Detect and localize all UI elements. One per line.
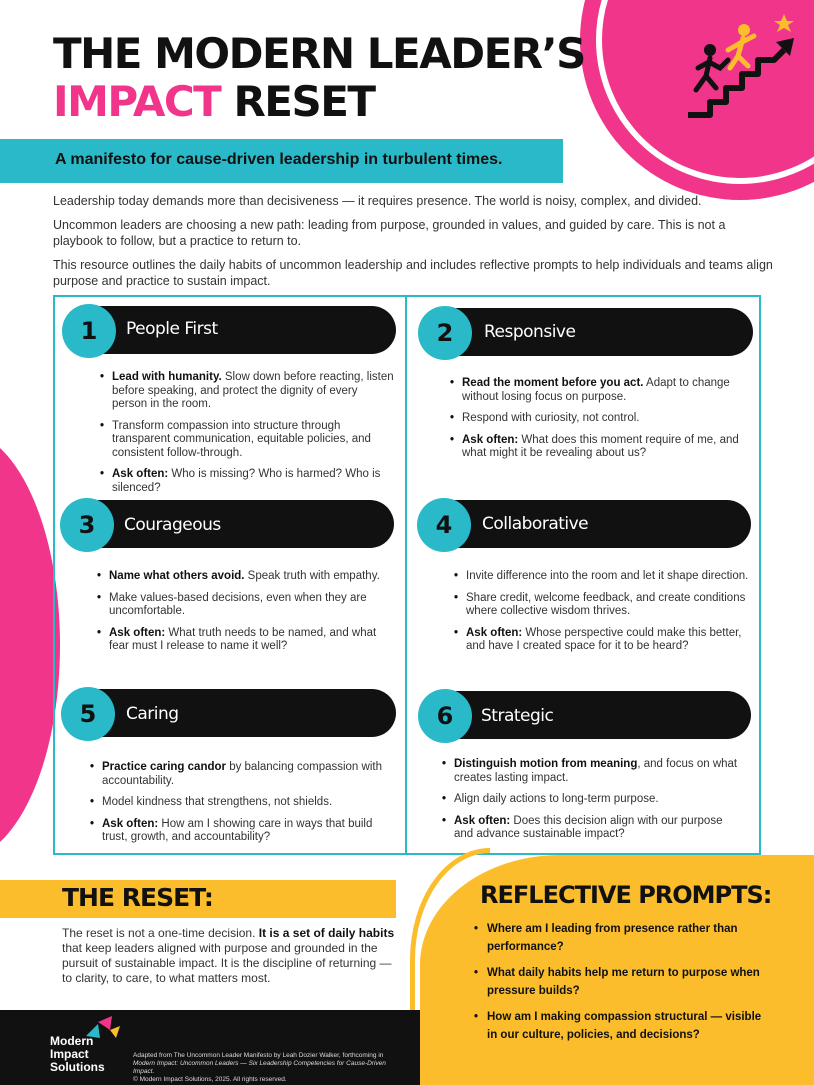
reset-title: THE RESET: bbox=[62, 883, 213, 912]
prompts-title: REFLECTIVE PROMPTS: bbox=[480, 881, 772, 909]
title-line-1: THE MODERN LEADER’S bbox=[53, 29, 585, 78]
list-item: • Ask often: What truth needs to be named, and what fear must I release to name it well? bbox=[97, 627, 392, 654]
intro-section bbox=[53, 193, 773, 297]
competency-label-5: Caring bbox=[126, 704, 179, 724]
competency-label-4: Collaborative bbox=[482, 514, 589, 534]
competency-number-6: 6 bbox=[418, 689, 472, 743]
list-item: • Align daily actions to long-term purpose. bbox=[442, 793, 742, 807]
prompt-item: • How am I making compassion structural — visible in our culture, policies, and decisions? bbox=[474, 1008, 764, 1044]
competency-number-5: 5 bbox=[61, 687, 115, 741]
list-item: • Ask often: Whose perspective could make this better, and have I created space for it to be heard? bbox=[454, 627, 749, 654]
competency-number-4: 4 bbox=[417, 498, 471, 552]
competency-label-3: Courageous bbox=[124, 515, 221, 535]
competency-list-4 bbox=[454, 570, 749, 662]
subtitle: A manifesto for cause-driven leadership in turbulent times. bbox=[55, 151, 503, 168]
list-item: • Share credit, welcome feedback, and create conditions where collective wisdom thrives. bbox=[454, 592, 749, 619]
intro-paragraph: Leadership today demands more than decisiveness — it requires presence. The world is noisy, complex, and divided. bbox=[53, 194, 702, 208]
intro-paragraph: Uncommon leaders are choosing a new path: leading from purpose, grounded in values, and guided by care. This is not a playbook to follow, but a practice to return to. bbox=[53, 218, 726, 248]
climbing-stairs-icon bbox=[680, 10, 800, 120]
intro-paragraph: This resource outlines the daily habits of uncommon leadership and includes reflective prompts to help individuals and teams align purpose and practice to sustain impact. bbox=[53, 258, 773, 288]
list-item: • Invite difference into the room and let it shape direction. bbox=[454, 570, 749, 584]
prompt-item: • Where am I leading from presence rather than performance? bbox=[474, 920, 764, 956]
list-item: • Distinguish motion from meaning, and focus on what creates lasting impact. bbox=[442, 758, 742, 785]
competency-list-2 bbox=[450, 377, 745, 469]
competency-label-2: Responsive bbox=[484, 322, 576, 342]
competency-list-3 bbox=[97, 570, 392, 662]
list-item: • Practice caring candor by balancing compassion with accountability. bbox=[90, 761, 385, 788]
competency-label-6: Strategic bbox=[481, 706, 554, 726]
list-item: • Ask often: How am I showing care in ways that build trust, growth, and accountability? bbox=[90, 818, 385, 845]
page-title bbox=[53, 30, 585, 126]
list-item: • Make values-based decisions, even when they are uncomfortable. bbox=[97, 592, 392, 619]
footer-credit: Adapted from The Uncommon Leader Manifesto by Leah Dozier Walker, forthcoming in Modern Impact: Uncommon Leaders — Six Leadership Competencies for Cause-Driven Impact. © Modern Impact Solutions, 2025. All rights reserved. bbox=[133, 1052, 386, 1083]
grid-divider bbox=[405, 295, 407, 855]
competency-list-5 bbox=[90, 761, 385, 853]
competency-list-6 bbox=[442, 758, 742, 850]
list-item: • Ask often: Who is missing? Who is harmed? Who is silenced? bbox=[100, 468, 395, 495]
decorative-pink-shape-left bbox=[0, 430, 60, 860]
list-item: • Ask often: Does this decision align with our purpose and advance sustainable impact? bbox=[442, 815, 742, 842]
list-item: • Name what others avoid. Speak truth with empathy. bbox=[97, 570, 392, 584]
competency-number-1: 1 bbox=[62, 304, 116, 358]
reset-text: The reset is not a one-time decision. It is a set of daily habits that keep leaders aligned with purpose and grounded in the pursuit of sustainable impact. It is the discipline of returning — to clarity, to care, to what matters most. bbox=[62, 926, 395, 985]
title-impact-word: IMPACT bbox=[53, 77, 221, 126]
list-item: • Lead with humanity. Slow down before reacting, listen before speaking, and protect the dignity of every person in the room. bbox=[100, 371, 395, 412]
list-item: • Ask often: What does this moment require of me, and what might it be revealing about us? bbox=[450, 434, 745, 461]
list-item: • Model kindness that strengthens, not shields. bbox=[90, 796, 385, 810]
list-item: • Read the moment before you act. Adapt to change without losing focus on purpose. bbox=[450, 377, 745, 404]
prompts-list bbox=[474, 920, 764, 1052]
title-reset-word: RESET bbox=[220, 77, 375, 126]
competency-list-1 bbox=[100, 371, 395, 503]
list-item: • Transform compassion into structure through transparent communication, equitable policies, and consistent follow-through. bbox=[100, 420, 395, 461]
competency-number-3: 3 bbox=[60, 498, 114, 552]
competency-number-2: 2 bbox=[418, 306, 472, 360]
competency-label-1: People First bbox=[126, 319, 218, 339]
company-logo: Modern Impact Solutions bbox=[50, 1034, 105, 1074]
prompt-item: • What daily habits help me return to purpose when pressure builds? bbox=[474, 964, 764, 1000]
list-item: • Respond with curiosity, not control. bbox=[450, 412, 745, 426]
